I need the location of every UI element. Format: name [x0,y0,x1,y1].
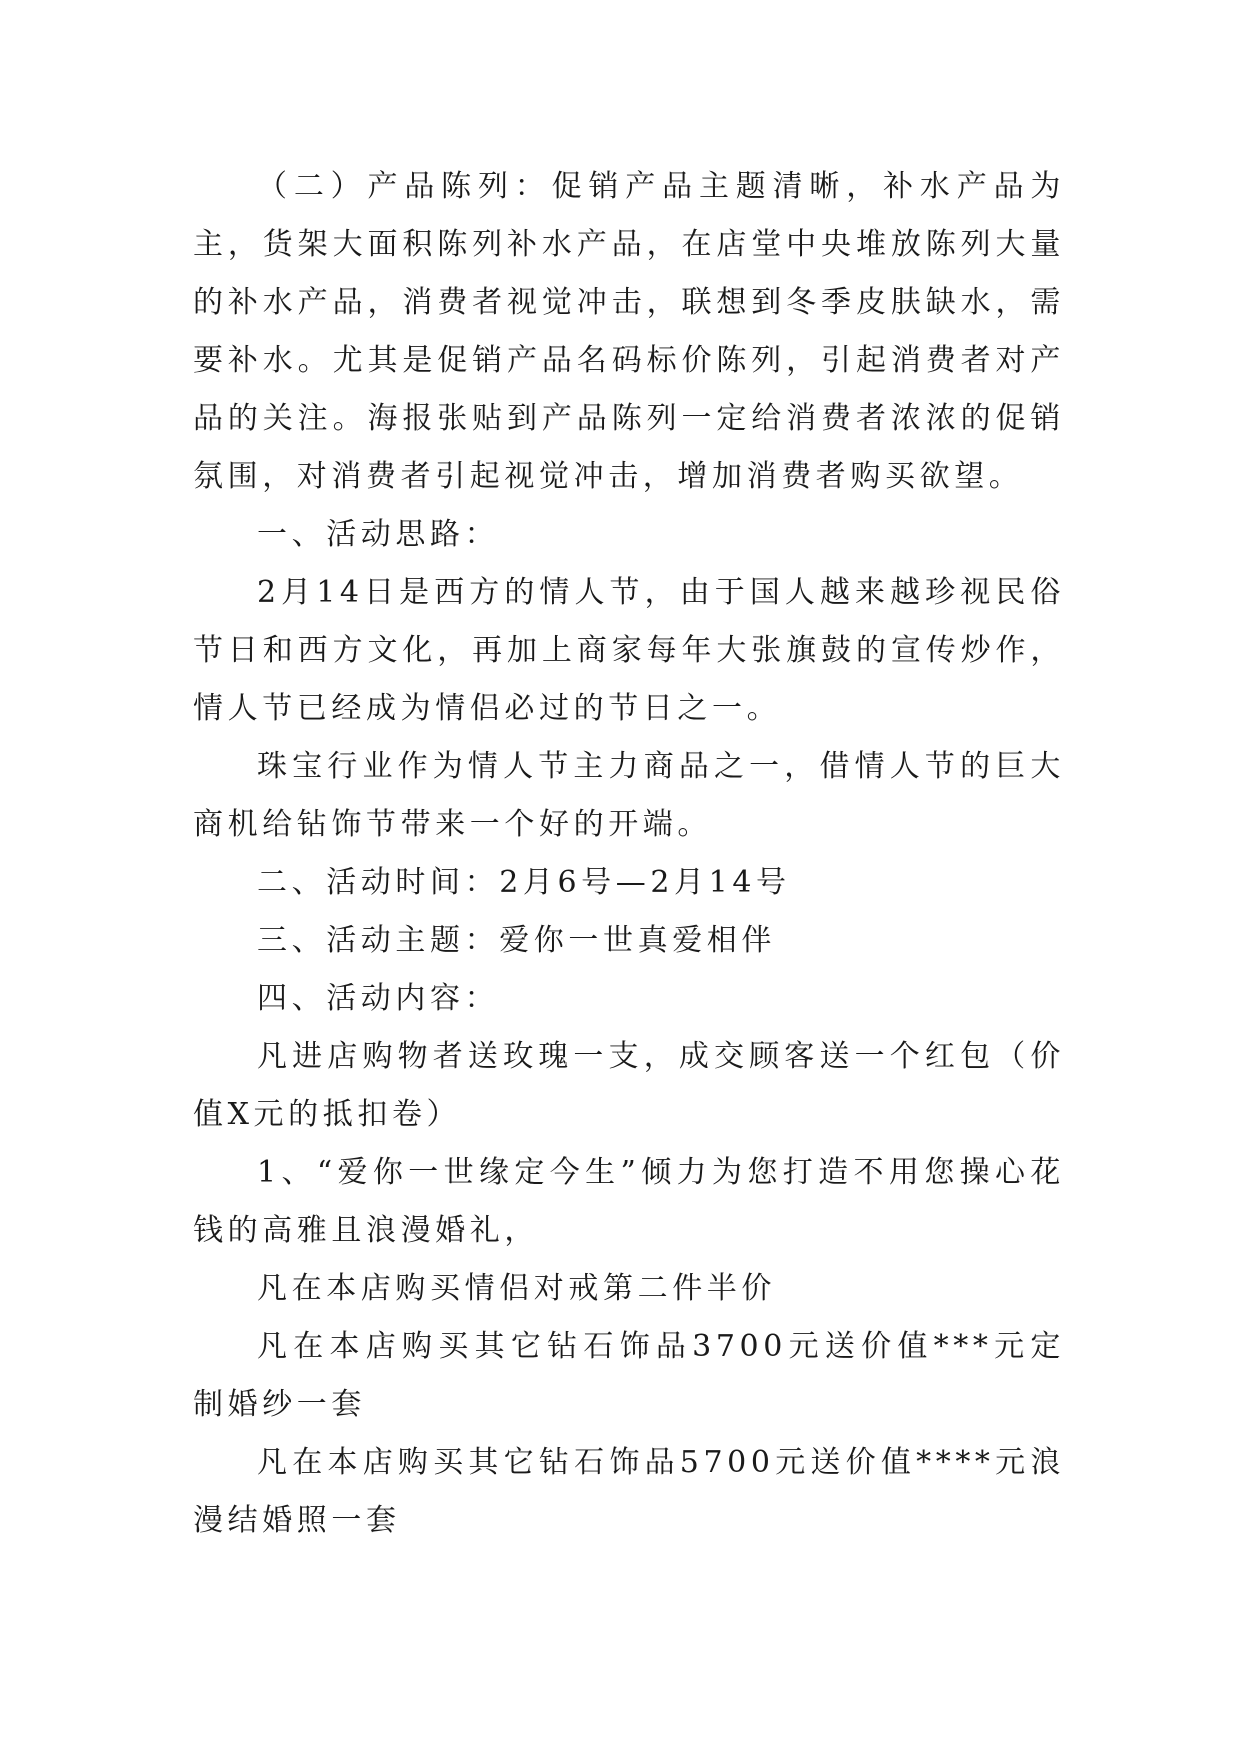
heading-activity-time: 二、活动时间：2月6号—2月14号 [257,865,791,900]
paragraph-wedding-offer: 1、“爱你一世缘定今生”倾力为您打造不用您操心花钱的高雅且浪漫婚礼， [193,1155,1065,1248]
heading-activity-theme: 三、活动主题：爱你一世真爱相伴 [257,923,776,958]
paragraph-couple-rings-offer: 凡在本店购买情侣对戒第二件半价 [257,1271,776,1306]
heading-activity-content: 四、活动内容： [257,981,500,1016]
paragraph-jewelry-industry: 珠宝行业作为情人节主力商品之一，借情人节的巨大商机给钻饰节带来一个好的开端。 [193,749,1065,842]
paragraph-valentines-background: 2月14日是西方的情人节，由于国人越来越珍视民俗节日和西方文化，再加上商家每年大张旗鼓的宣传炒作，情人节已经成为情侣必过的节日之一。 [193,575,1065,726]
heading-activity-idea: 一、活动思路： [257,517,500,552]
document-body [193,158,1065,1550]
paragraph-wedding-photo-offer: 凡在本店购买其它钻石饰品5700元送价值****元浪漫结婚照一套 [193,1445,1065,1538]
paragraph-wedding-dress-offer: 凡在本店购买其它钻石饰品3700元送价值***元定制婚纱一套 [193,1329,1065,1422]
paragraph-rose-gift: 凡进店购物者送玫瑰一支，成交顾客送一个红包（价值X元的抵扣卷） [193,1039,1065,1132]
paragraph-product-display: （二）产品陈列：促销产品主题清晰，补水产品为主，货架大面积陈列补水产品，在店堂中央堆放陈列大量的补水产品，消费者视觉冲击，联想到冬季皮肤缺水，需要补水。尤其是促销产品名码标价陈列，引起消费者对产品的关注。海报张贴到产品陈列一定给消费者浓浓的促销氛围，对消费者引起视觉冲击，增加消费者购买欲望。 [193,169,1065,494]
